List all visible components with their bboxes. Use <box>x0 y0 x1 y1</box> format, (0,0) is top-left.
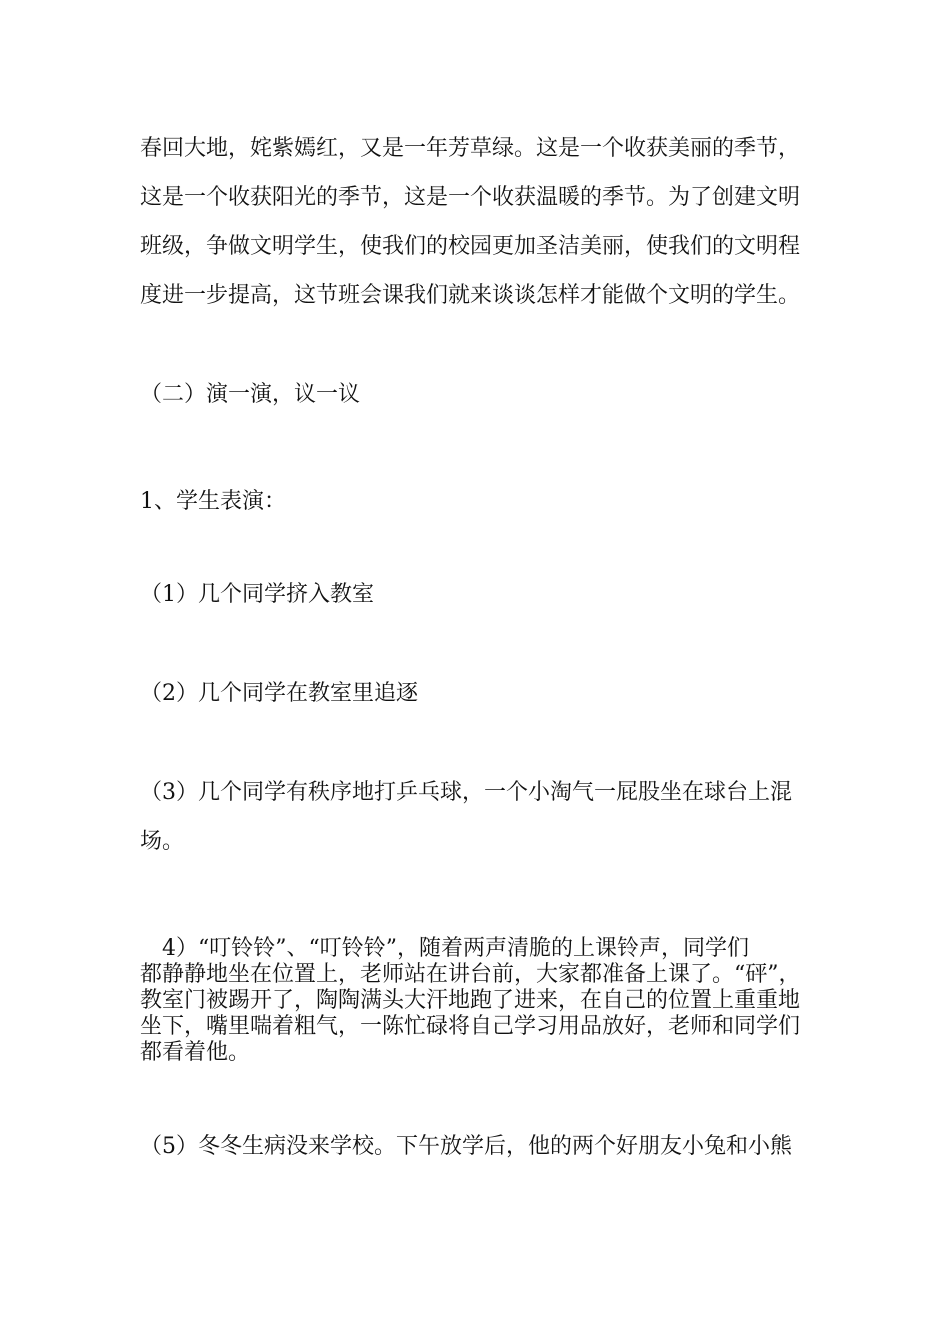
intro-line: 春回大地，姹紫嫣红，又是一年芳草绿。这是一个收获美丽的季节， <box>140 136 801 161</box>
section-heading: （二）演一演，议一议 <box>140 382 361 407</box>
scene-4 <box>140 936 820 1066</box>
item-heading: 1、学生表演： <box>140 489 286 514</box>
intro-line: 班级，争做文明学生，使我们的校园更加圣洁美丽，使我们的文明程 <box>140 234 801 259</box>
scene-4-line: 4）“叮铃铃”、“叮铃铃”，随着两声清脆的上课铃声，同学们 <box>162 936 749 961</box>
scene-4-line: 都看着他。 <box>140 1040 251 1065</box>
scene-3-line: 场。 <box>140 829 185 854</box>
intro-line: 度进一步提高，这节班会课我们就来谈谈怎样才能做个文明的学生。 <box>140 283 801 308</box>
intro-line: 这是一个收获阳光的季节，这是一个收获温暖的季节。为了创建文明 <box>140 185 801 210</box>
scene-4-line: 教室门被踢开了，陶陶满头大汗地跑了进来，在自己的位置上重重地 <box>140 988 801 1013</box>
scene-1: （1）几个同学挤入教室 <box>140 582 374 607</box>
scene-4-line: 坐下，嘴里喘着粗气，一陈忙碌将自己学习用品放好，老师和同学们 <box>140 1014 801 1039</box>
scene-3-line: （3）几个同学有秩序地打乒乓球，一个小淘气一屁股坐在球台上混 <box>140 780 792 805</box>
intro-paragraph <box>140 124 820 320</box>
scene-4-line: 都静静地坐在位置上，老师站在讲台前，大家都准备上课了。“砰”， <box>140 962 801 987</box>
scene-5: （5）冬冬生病没来学校。下午放学后，他的两个好朋友小兔和小熊 <box>140 1134 792 1159</box>
scene-2: （2）几个同学在教室里追逐 <box>140 681 418 706</box>
scene-3 <box>140 768 820 866</box>
